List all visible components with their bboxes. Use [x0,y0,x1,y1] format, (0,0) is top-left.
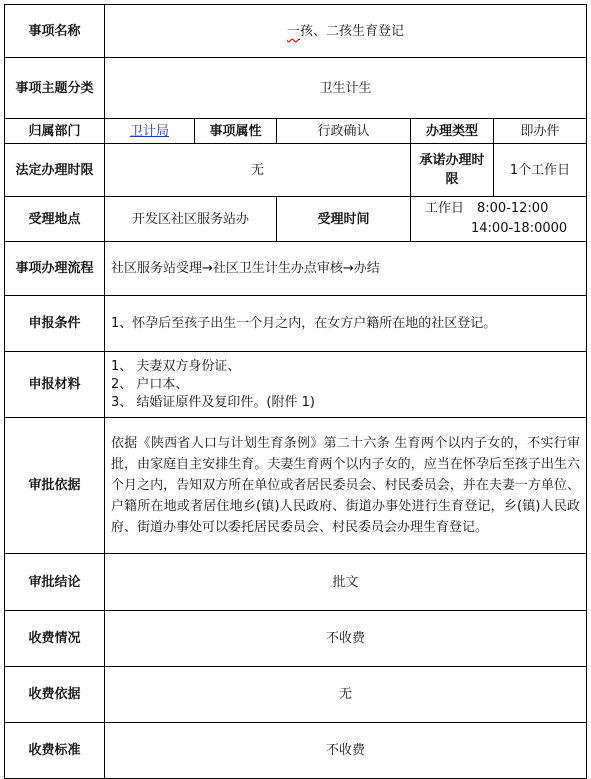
service-item-table [4,4,587,779]
deadline-value: 无 [105,144,411,197]
theme-label: 事项主题分类 [5,58,105,119]
time-line-2: 14:00-18:0000 [471,221,568,236]
dept-link[interactable]: 卫计局 [129,123,169,139]
row-dept [5,119,587,144]
row-condition [5,296,587,352]
attr-label: 事项属性 [195,119,277,144]
row-fee-std [5,723,587,779]
basis-label: 审批依据 [5,418,105,554]
time-line-1: 工作日 8:00-12:00 [425,201,549,216]
fee-basis-value: 无 [105,667,587,723]
row-basis [5,418,587,554]
dept-label: 归属部门 [5,119,105,144]
row-location [5,197,587,242]
theme-value: 卫生计生 [105,58,587,119]
materials-item: 2、 户口本、 [111,376,189,392]
time-label: 受理时间 [277,197,411,242]
row-fee-basis [5,667,587,723]
time-value [411,197,587,242]
fee-std-label: 收费标准 [5,723,105,779]
location-label: 受理地点 [5,197,105,242]
fee-basis-label: 收费依据 [5,667,105,723]
row-fee [5,611,587,667]
basis-value: 依据《陕西省人口与计划生育条例》第二十六条 生育两个以内子女的，不实行审批，由家庭自主安排生育。夫妻生育两个以内子女的，应当在怀孕后至孩子出生六个月之内，告知双方所在单位或者居民委员会、村民委员会，并在夫妻一方单位、户籍所在地或者居住地乡(镇)人民政府、街道办事处进行生育登记，乡(镇)人民政府、街道办事处可以委托居民委员会、村民委员会办理生育登记。 [105,418,587,554]
flow-value: 社区服务站受理→社区卫生计生办点审核→办结 [105,242,587,296]
promise-value: 1个工作日 [494,144,587,197]
materials-list [105,352,587,418]
location-value: 开发区社区服务站办 [105,197,277,242]
item-name-rest: 孩、二孩生育登记 [300,23,405,39]
flow-label: 事项办理流程 [5,242,105,296]
row-theme [5,58,587,119]
fee-label: 收费情况 [5,611,105,667]
materials-label: 申报材料 [5,352,105,418]
dept-value-cell [105,119,195,144]
item-name-value [105,5,587,58]
fee-std-value: 不收费 [105,723,587,779]
result-label: 审批结论 [5,554,105,611]
fee-value: 不收费 [105,611,587,667]
item-name-marked-char: 一 [287,23,301,39]
type-label: 办理类型 [411,119,494,144]
row-flow [5,242,587,296]
row-deadline [5,144,587,197]
materials-item: 3、 结婚证原件及复印件。(附件 1) [111,394,315,410]
promise-label: 承诺办理时限 [411,144,494,197]
item-name-label: 事项名称 [5,5,105,58]
type-value: 即办件 [494,119,587,144]
row-item-name [5,5,587,58]
row-materials [5,352,587,418]
row-result [5,554,587,611]
deadline-label: 法定办理时限 [5,144,105,197]
result-value: 批文 [105,554,587,611]
condition-value: 1、怀孕后至孩子出生一个月之内，在女方户籍所在地的社区登记。 [105,296,587,352]
materials-item: 1、 夫妻双方身份证、 [111,358,241,374]
attr-value: 行政确认 [277,119,411,144]
condition-label: 申报条件 [5,296,105,352]
